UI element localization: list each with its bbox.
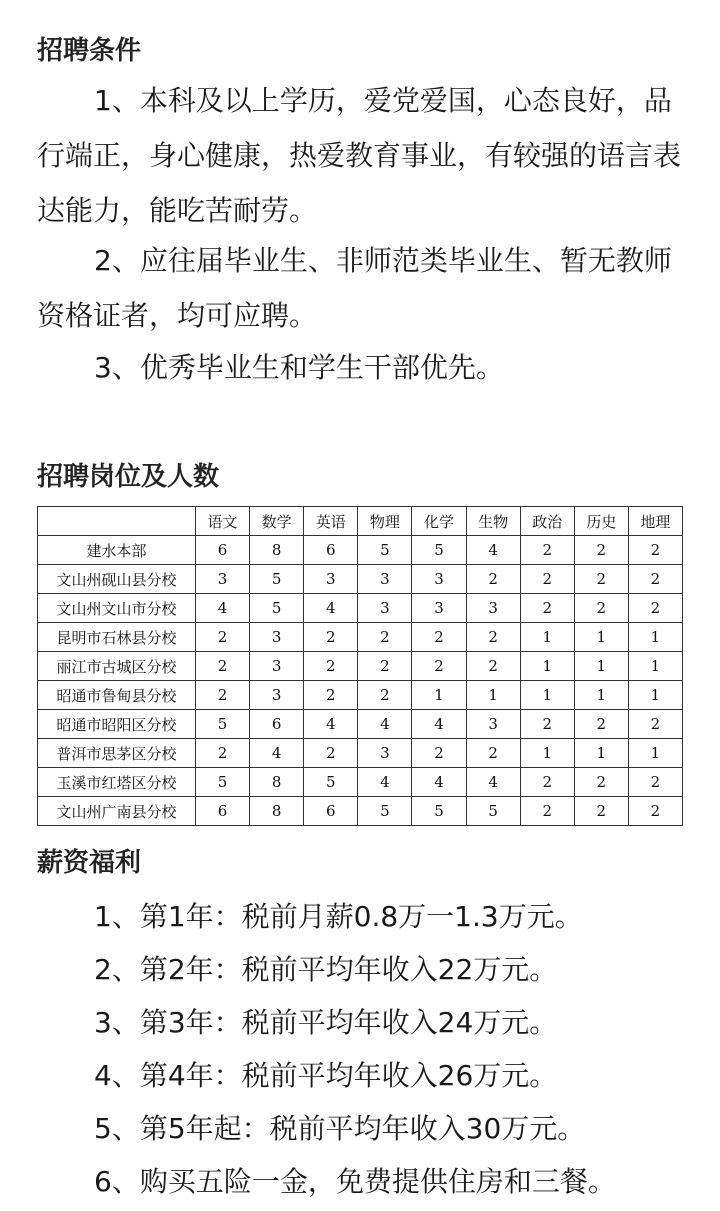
headcount-cell: 2: [520, 565, 574, 594]
headcount-cell: 4: [304, 710, 358, 739]
benefit-item-1: 1、第1年：税前月薪0.8万一1.3万元。: [94, 900, 583, 933]
headcount-cell: 5: [358, 536, 412, 565]
table-header-cell: 化学: [412, 507, 466, 536]
headcount-cell: 1: [520, 652, 574, 681]
headcount-cell: 1: [628, 681, 682, 710]
benefit-item-5: 5、第5年起：税前平均年收入30万元。: [94, 1112, 586, 1145]
headcount-cell: 5: [358, 797, 412, 826]
table-row: [38, 594, 683, 623]
headcount-cell: 5: [412, 797, 466, 826]
school-name-cell: 昆明市石林县分校: [38, 623, 196, 652]
headcount-cell: 2: [358, 681, 412, 710]
headcount-cell: 4: [196, 594, 250, 623]
headcount-cell: 2: [196, 623, 250, 652]
headcount-cell: 3: [250, 652, 304, 681]
headcount-cell: 3: [412, 594, 466, 623]
headcount-cell: 3: [250, 681, 304, 710]
headcount-cell: 4: [466, 536, 520, 565]
headcount-cell: 2: [412, 739, 466, 768]
headcount-cell: 6: [196, 797, 250, 826]
school-name-cell: 文山州砚山县分校: [38, 565, 196, 594]
headcount-cell: 3: [466, 710, 520, 739]
headcount-cell: 2: [304, 652, 358, 681]
benefit-item-2: 2、第2年：税前平均年收入22万元。: [94, 953, 558, 986]
headcount-cell: 3: [466, 594, 520, 623]
headcount-cell: 1: [574, 681, 628, 710]
table-row: [38, 565, 683, 594]
headcount-cell: 4: [358, 710, 412, 739]
headcount-cell: 2: [574, 536, 628, 565]
school-name-cell: 普洱市思茅区分校: [38, 739, 196, 768]
table-row: [38, 681, 683, 710]
headcount-cell: 2: [466, 739, 520, 768]
headcount-cell: 3: [358, 594, 412, 623]
table-row: [38, 710, 683, 739]
headcount-cell: 3: [412, 565, 466, 594]
headcount-cell: 1: [520, 739, 574, 768]
headcount-cell: 8: [250, 797, 304, 826]
headcount-cell: 5: [250, 594, 304, 623]
headcount-cell: 2: [520, 797, 574, 826]
school-name-cell: 丽江市古城区分校: [38, 652, 196, 681]
headcount-cell: 3: [304, 565, 358, 594]
condition-item-1: 1、本科及以上学历，爱党爱国，心态良好，品行端正，身心健康，热爱教育事业，有较强的语言表达能力，能吃苦耐劳。: [37, 84, 682, 227]
headcount-cell: 4: [358, 768, 412, 797]
headcount-cell: 2: [520, 710, 574, 739]
headcount-cell: 2: [466, 623, 520, 652]
headcount-cell: 2: [628, 768, 682, 797]
headcount-cell: 2: [574, 565, 628, 594]
table-header-cell: [38, 507, 196, 536]
headcount-cell: 2: [466, 565, 520, 594]
headcount-cell: 3: [358, 739, 412, 768]
headcount-cell: 2: [520, 768, 574, 797]
headcount-cell: 2: [628, 797, 682, 826]
table-header-row: [38, 507, 683, 536]
headcount-cell: 8: [250, 536, 304, 565]
school-name-cell: 昭通市鲁甸县分校: [38, 681, 196, 710]
headcount-cell: 4: [466, 768, 520, 797]
headcount-cell: 5: [412, 536, 466, 565]
headcount-cell: 2: [304, 623, 358, 652]
school-name-cell: 昭通市昭阳区分校: [38, 710, 196, 739]
headcount-cell: 2: [412, 623, 466, 652]
school-name-cell: 文山州广南县分校: [38, 797, 196, 826]
headcount-cell: 6: [250, 710, 304, 739]
table-header-cell: 物理: [358, 507, 412, 536]
table-header-cell: 地理: [628, 507, 682, 536]
headcount-cell: 6: [304, 536, 358, 565]
headcount-cell: 1: [412, 681, 466, 710]
headcount-cell: 1: [574, 623, 628, 652]
headcount-cell: 3: [358, 565, 412, 594]
headcount-cell: 2: [520, 536, 574, 565]
headcount-cell: 1: [628, 623, 682, 652]
benefit-item-6: 6、购买五险一金，免费提供住房和三餐。: [94, 1165, 616, 1198]
school-name-cell: 玉溪市红塔区分校: [38, 768, 196, 797]
headcount-cell: 1: [574, 739, 628, 768]
headcount-cell: 3: [196, 565, 250, 594]
headcount-cell: 2: [628, 594, 682, 623]
table-row: [38, 739, 683, 768]
headcount-cell: 2: [574, 710, 628, 739]
benefit-item-4: 4、第4年：税前平均年收入26万元。: [94, 1059, 558, 1092]
headcount-cell: 1: [520, 623, 574, 652]
headcount-cell: 6: [304, 797, 358, 826]
table-row: [38, 768, 683, 797]
table-header-cell: 生物: [466, 507, 520, 536]
headcount-cell: 4: [412, 768, 466, 797]
headcount-cell: 4: [250, 739, 304, 768]
headcount-cell: 2: [628, 565, 682, 594]
headcount-cell: 4: [304, 594, 358, 623]
headcount-cell: 5: [304, 768, 358, 797]
table-header-cell: 政治: [520, 507, 574, 536]
headcount-cell: 2: [574, 594, 628, 623]
headcount-cell: 2: [196, 652, 250, 681]
headcount-cell: 2: [358, 623, 412, 652]
table-row: [38, 797, 683, 826]
headcount-cell: 1: [520, 681, 574, 710]
headcount-cell: 2: [574, 768, 628, 797]
headcount-cell: 2: [520, 594, 574, 623]
headcount-cell: 2: [304, 739, 358, 768]
headcount-cell: 4: [412, 710, 466, 739]
headcount-cell: 1: [574, 652, 628, 681]
headcount-cell: 1: [466, 681, 520, 710]
condition-item-3: 3、优秀毕业生和学生干部优先。: [94, 351, 504, 384]
headcount-cell: 2: [628, 536, 682, 565]
condition-item-2: 2、应往届毕业生、非师范类毕业生、暂无教师资格证者，均可应聘。: [37, 244, 672, 332]
conditions-title: 招聘条件: [37, 36, 142, 66]
headcount-cell: 6: [196, 536, 250, 565]
table-row: [38, 536, 683, 565]
headcount-cell: 2: [358, 652, 412, 681]
school-name-cell: 文山州文山市分校: [38, 594, 196, 623]
benefits-title: 薪资福利: [37, 848, 142, 878]
headcount-cell: 5: [466, 797, 520, 826]
headcount-cell: 5: [196, 768, 250, 797]
headcount-cell: 2: [196, 739, 250, 768]
positions-table: [37, 506, 683, 826]
table-header-cell: 数学: [250, 507, 304, 536]
table-row: [38, 623, 683, 652]
table-header-cell: 历史: [574, 507, 628, 536]
headcount-cell: 5: [196, 710, 250, 739]
headcount-cell: 2: [466, 652, 520, 681]
headcount-cell: 2: [412, 652, 466, 681]
table-header-cell: 英语: [304, 507, 358, 536]
headcount-cell: 3: [250, 623, 304, 652]
headcount-cell: 1: [628, 652, 682, 681]
table-header-cell: 语文: [196, 507, 250, 536]
school-name-cell: 建水本部: [38, 536, 196, 565]
headcount-cell: 2: [304, 681, 358, 710]
table-row: [38, 652, 683, 681]
headcount-cell: 2: [628, 710, 682, 739]
headcount-cell: 5: [250, 565, 304, 594]
positions-title: 招聘岗位及人数: [37, 462, 220, 492]
headcount-cell: 8: [250, 768, 304, 797]
headcount-cell: 2: [574, 797, 628, 826]
headcount-cell: 2: [196, 681, 250, 710]
benefit-item-3: 3、第3年：税前平均年收入24万元。: [94, 1006, 558, 1039]
headcount-cell: 1: [628, 739, 682, 768]
